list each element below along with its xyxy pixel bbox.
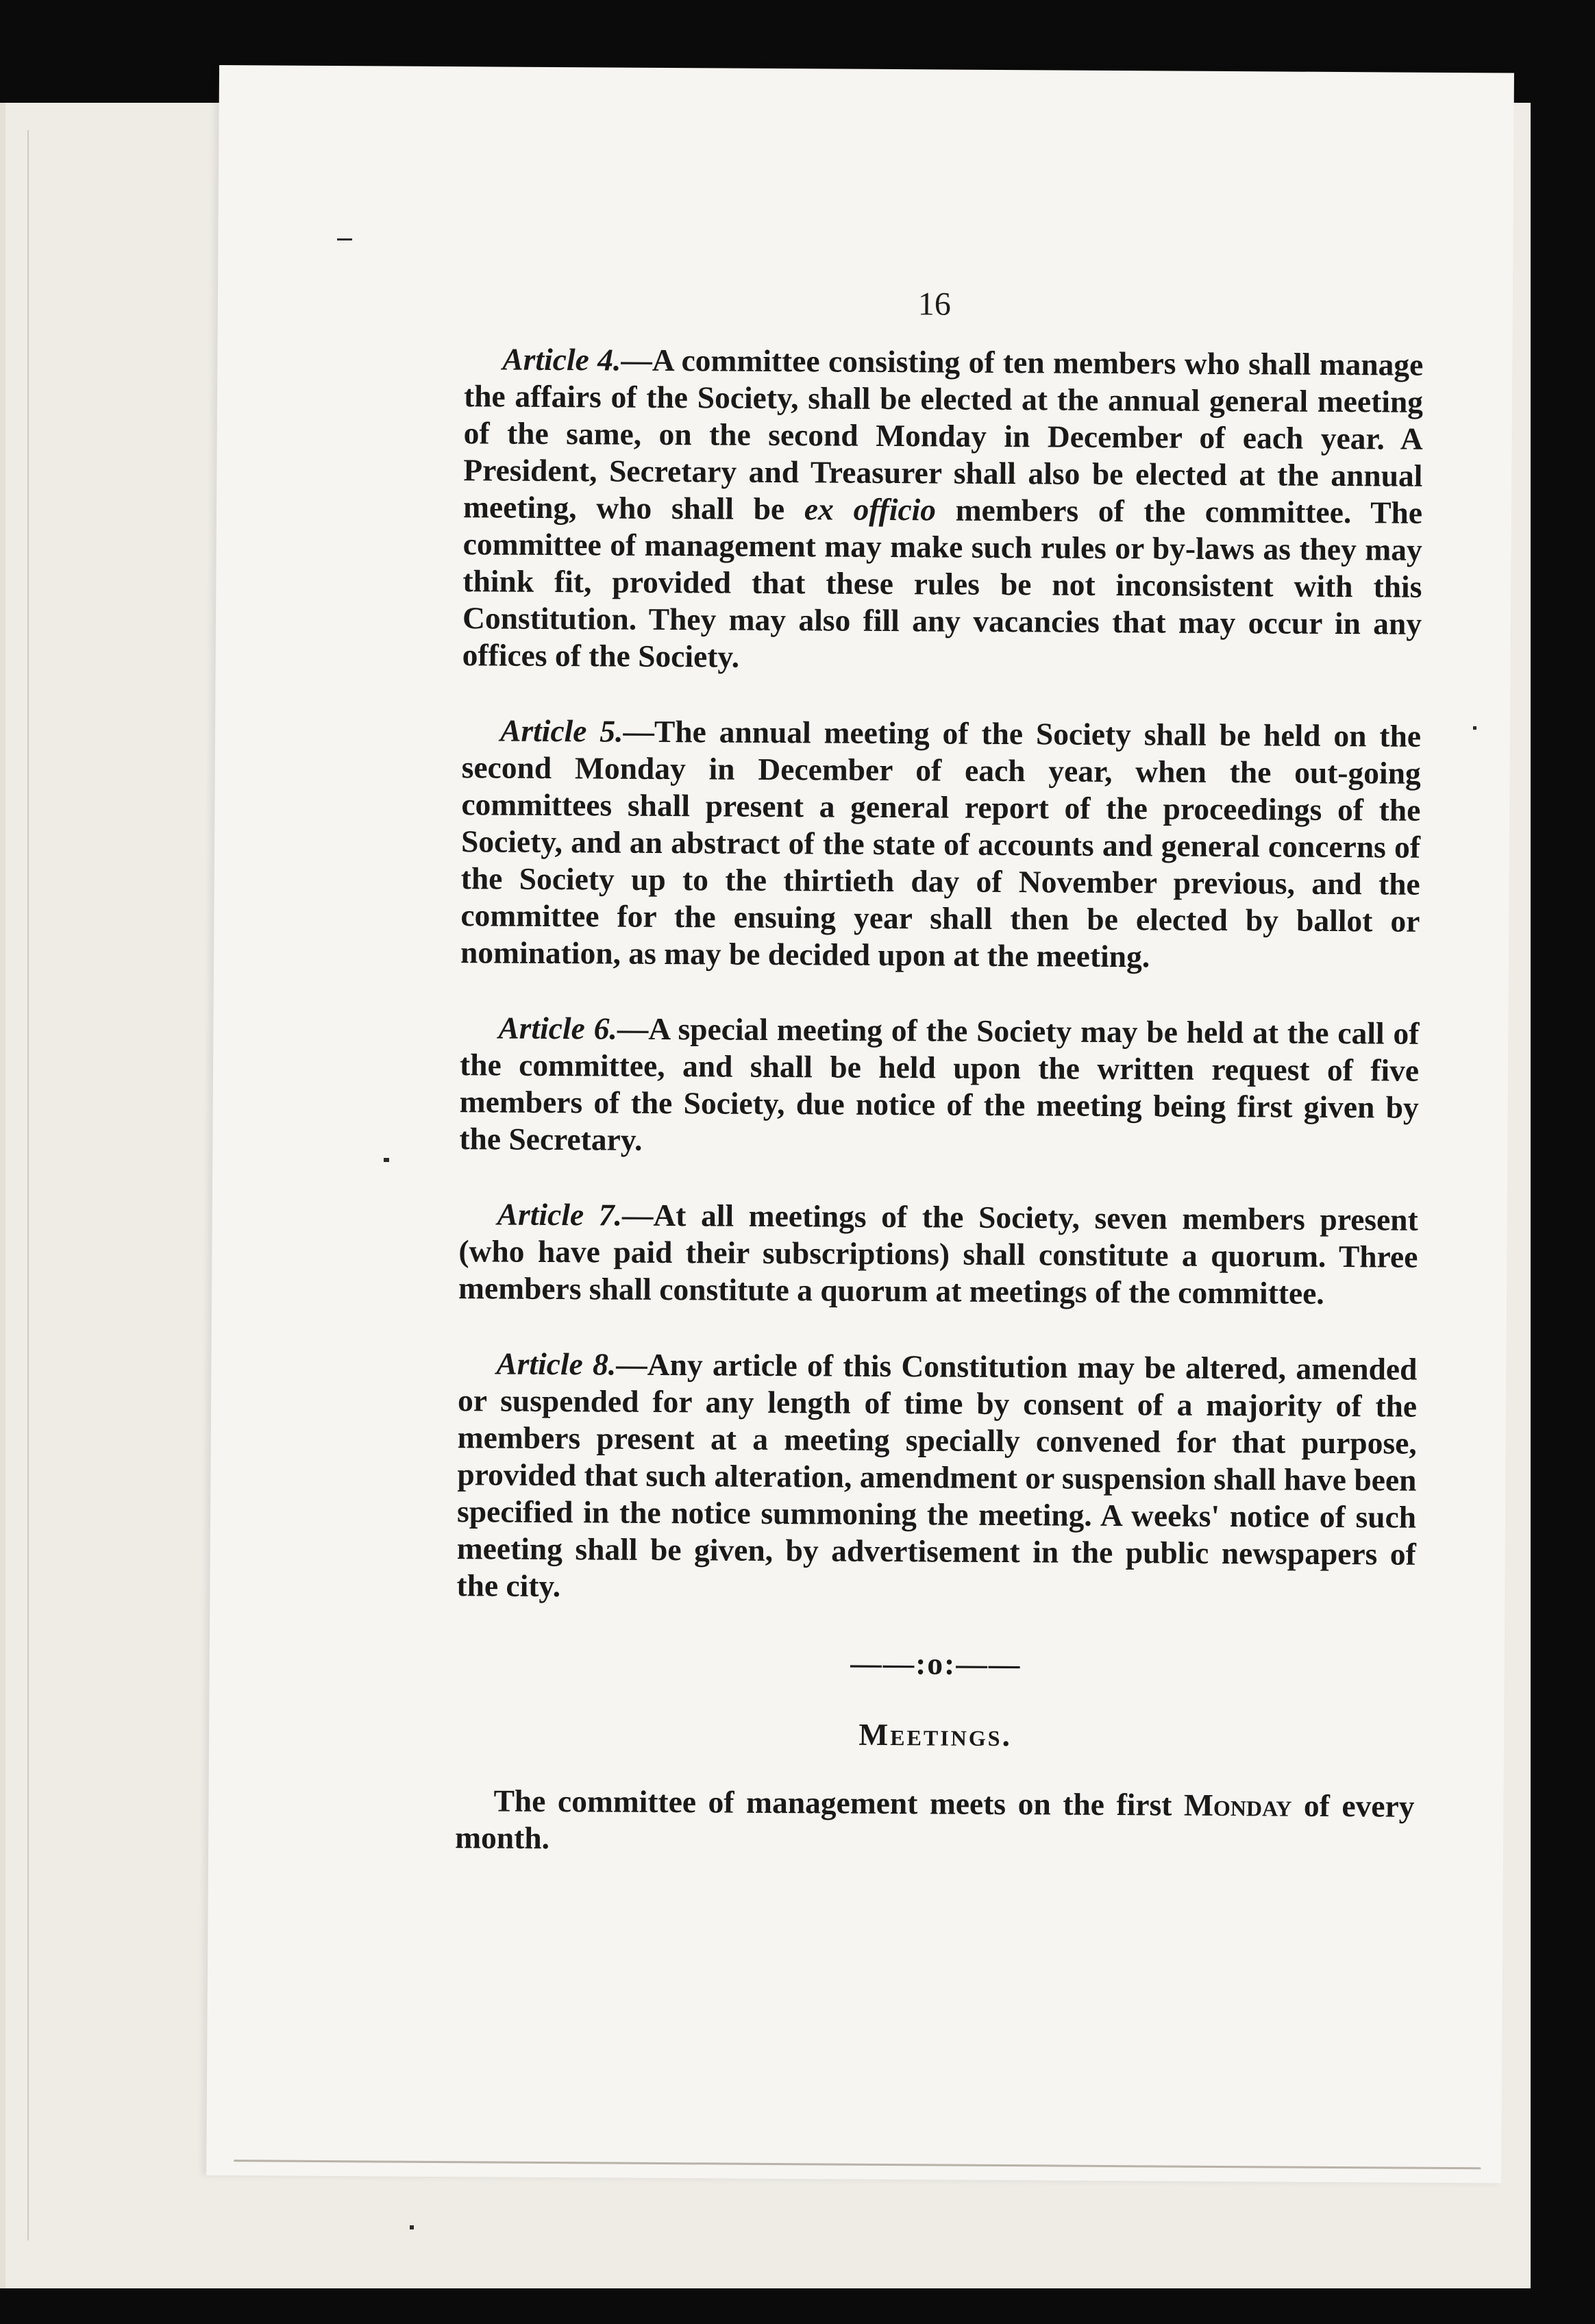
article-label: Article 4. [502,341,621,378]
meetings-text: of every month. [455,1788,1415,1855]
meetings-day: Monday [1183,1787,1292,1823]
article-text: —A special meeting of the Society may be held at the call of the committee, and shall be held upon the written request of five members of the Society, due notice of the meeting being first given by the Secretary. [459,1011,1420,1157]
meetings-text: The committee of management meets on the first [493,1782,1185,1822]
meetings-heading: Meetings. [858,1716,1013,1753]
article-text: —A committee consisting of ten members who shall manage the affairs of the Society, shall be elected at the annual general meeting of the same, on the second Monday in December of each year. A President, Secretary and Treasurer shall also be elected at the annual meeting, who shall be [462,342,1424,527]
article-label: Article 6. [498,1010,617,1046]
section-separator: ——:o:—— [850,1645,1022,1682]
article-text: members of the committee. The committee of management may make such rules or by-laws as they may think fit, provided that these rules be not inconsistent with this Constitution. They may also fill any vacancies that may occur in any offices of the Society. [462,492,1423,674]
document-page [206,65,1514,2183]
scan-speck [337,238,352,240]
article-6 [459,1009,1419,1163]
article-text: —At all meetings of the Society, seven members present (who have paid their subscriptions) shall constitute a quorum. Three members shall constitute a quorum at meetings of the committee. [458,1197,1418,1311]
scan-speck [410,2225,414,2229]
article-4 [462,341,1424,680]
article-7 [458,1196,1418,1313]
article-label: Article 7. [497,1196,623,1233]
page-bottom-rule [234,2160,1481,2169]
article-text: —Any article of this Constitution may be altered, amended or suspended for any length of time by consent of a majority of the members present at a meeting specially convened for that purpose, provided that such alteration, amendment or suspension shall have been specified in the notice summoning the meeting. A weeks' notice of such meeting shall be given, by advertisement in the public newspapers of the city. [456,1346,1418,1604]
article-label: Article 5. [499,713,623,749]
page-body [455,341,1424,1893]
article-8 [456,1345,1417,1610]
article-5 [460,712,1421,977]
article-text: —The annual meeting of the Society shall be held on the second Monday in December of each year, when the out-going committees shall present a general report of the proceedings of the Society, and an abstract of the state of accounts and general concerns of the Society up to the thirtieth day of November previous, and the committee for the ensuing year shall then be elected by ballot or nomination, as may be decided upon at the meeting. [460,713,1422,974]
back-sheet-edge [27,130,49,2240]
article-italic-term: ex officio [804,491,937,528]
article-label: Article 8. [496,1346,617,1382]
scan-speck [1473,726,1476,730]
meetings-paragraph [455,1782,1415,1862]
page-number: 16 [917,286,952,323]
page-inner [206,65,1514,2183]
scan-speck [384,1158,389,1162]
